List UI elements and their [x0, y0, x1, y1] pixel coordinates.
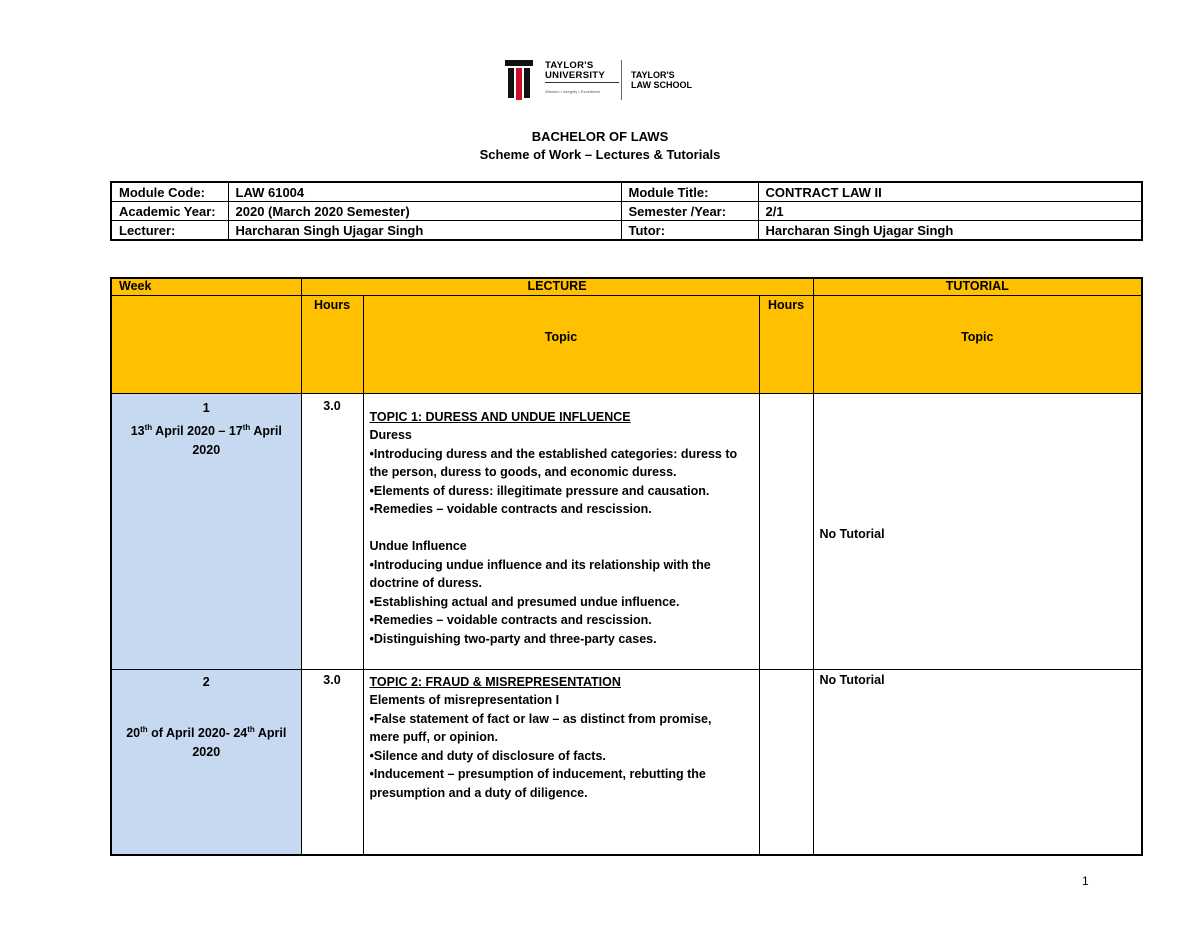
list-item: •Remedies – voidable contracts and rescission. [369, 502, 652, 516]
module-title-value: CONTRACT LAW II [758, 182, 1142, 202]
table-row [111, 221, 1142, 241]
lecture-topic [363, 669, 759, 855]
list-item: doctrine of duress. [369, 576, 483, 590]
list-item: the person, duress to goods, and economic duress. [369, 465, 677, 479]
list-item: presumption and a duty of diligence. [369, 785, 588, 800]
lecturer-label: Lecturer: [111, 221, 228, 241]
module-code-value: LAW 61004 [228, 182, 621, 202]
topic-title: TOPIC 1: DURESS AND UNDUE INFLUENCE [369, 409, 631, 424]
table-row [111, 669, 1142, 855]
university-name: TAYLOR'S UNIVERSITY [545, 60, 606, 81]
law-school-name: TAYLOR'S LAW SCHOOL [631, 70, 692, 90]
module-info-table [110, 181, 1143, 241]
table-row [111, 393, 1142, 669]
week-year: 2020 [192, 744, 221, 759]
lecture-topic-header: Topic [363, 295, 759, 393]
table-row [111, 182, 1142, 202]
table-row [111, 202, 1142, 221]
list-item: •False statement of fact or law – as distinct from promise, [369, 711, 712, 726]
list-item: •Introducing undue influence and its relationship with the [369, 557, 711, 572]
topic-title: TOPIC 2: FRAUD & MISREPRESENTATION [369, 674, 621, 689]
week-header: Week [111, 278, 301, 295]
taylors-logo [505, 58, 705, 104]
academic-year-value: 2020 (March 2020 Semester) [228, 202, 621, 221]
week-number: 2 [202, 674, 210, 689]
tutorial-hours [759, 669, 813, 855]
semester-label: Semester /Year: [621, 202, 758, 221]
lecture-hours-header: Hours [301, 295, 363, 393]
academic-year-label: Academic Year: [111, 202, 228, 221]
tutorial-topic: No Tutorial [813, 669, 1142, 855]
list-item: •Silence and duty of disclosure of facts. [369, 748, 606, 763]
table-row [111, 295, 1142, 393]
week-cell [111, 393, 301, 669]
lecture-topic [363, 393, 759, 669]
semester-value: 2/1 [758, 202, 1142, 221]
page-title: BACHELOR OF LAWS [531, 129, 669, 144]
week-dates: 20th of April 2020- 24th April [126, 724, 287, 740]
week-dates: 13th April 2020 – 17th April [130, 422, 282, 438]
week-header-blank [111, 295, 301, 393]
week-number: 1 [202, 400, 210, 415]
lecture-header: LECTURE [301, 278, 813, 295]
tutor-value: Harcharan Singh Ujagar Singh [758, 221, 1142, 241]
list-item: •Distinguishing two-party and three-party cases. [369, 631, 657, 646]
tutorial-topic: No Tutorial [813, 393, 1142, 669]
page-number: 1 [1082, 874, 1089, 888]
section-title: Undue Influence [369, 539, 467, 553]
tutorial-topic-header: Topic [813, 295, 1142, 393]
page-subtitle: Scheme of Work – Lectures & Tutorials [479, 147, 721, 162]
schedule-table [110, 277, 1143, 856]
university-tagline: Wisdom • Integrity • Excellence [545, 89, 601, 94]
list-item: •Introducing duress and the established categories: duress to [369, 446, 738, 461]
logo-divider [621, 60, 622, 100]
tutor-label: Tutor: [621, 221, 758, 241]
module-code-label: Module Code: [111, 182, 228, 202]
list-item: •Elements of duress: illegitimate pressure and causation. [369, 483, 710, 498]
lecture-hours: 3.0 [301, 669, 363, 855]
university-crest-icon [505, 60, 533, 100]
list-item: •Establishing actual and presumed undue influence. [369, 594, 680, 609]
tutorial-hours [759, 393, 813, 669]
section-title: Elements of misrepresentation I [369, 693, 560, 707]
list-item: •Remedies – voidable contracts and rescission. [369, 613, 652, 627]
week-cell [111, 669, 301, 855]
tutorial-header: TUTORIAL [813, 278, 1142, 295]
week-year: 2020 [192, 442, 221, 457]
list-item: mere puff, or opinion. [369, 730, 498, 744]
lecturer-value: Harcharan Singh Ujagar Singh [228, 221, 621, 241]
module-title-label: Module Title: [621, 182, 758, 202]
section-title: Duress [369, 428, 412, 442]
logo-underline [545, 82, 619, 83]
list-item: •Inducement – presumption of inducement, rebutting the [369, 767, 706, 781]
lecture-hours: 3.0 [301, 393, 363, 669]
tutorial-hours-header: Hours [759, 295, 813, 393]
table-row [111, 278, 1142, 295]
